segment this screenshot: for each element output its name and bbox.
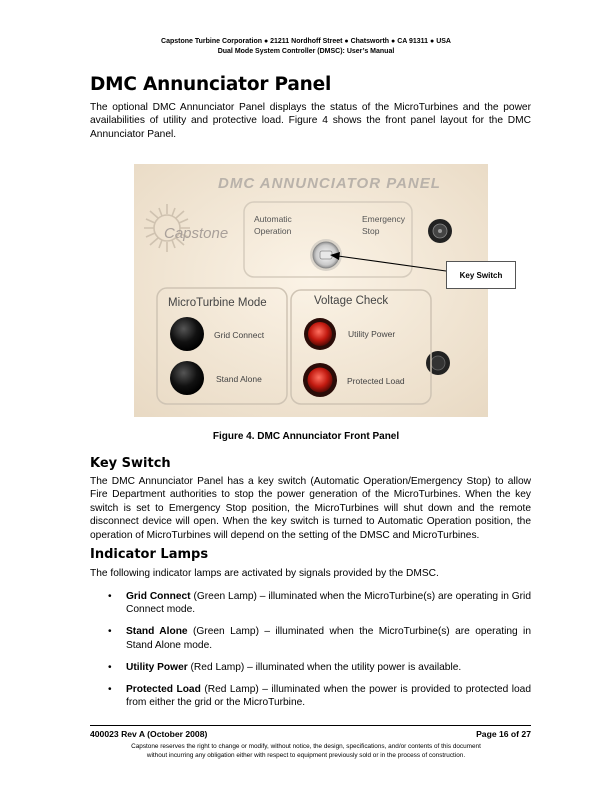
stand-alone-lamp	[170, 361, 204, 395]
panel-title-text: DMC ANNUNCIATOR PANEL	[218, 175, 441, 192]
footer-document-id: 400023 Rev A (October 2008)	[90, 729, 208, 739]
voltage-check-title: Voltage Check	[314, 295, 389, 307]
indicator-lamps-intro: The following indicator lamps are activated by signals provided by the DMSC.	[90, 568, 439, 579]
utility-power-lamp	[308, 322, 332, 346]
lamp-term: Protected Load	[126, 683, 201, 695]
utility-power-label: Utility Power	[348, 329, 396, 339]
grid-connect-label: Grid Connect	[214, 330, 265, 340]
key-switch-heading: Key Switch	[90, 456, 171, 471]
annunciator-panel-photo	[134, 164, 488, 417]
key-label-emergency: Emergency	[362, 214, 405, 224]
bottom-right-screw	[426, 351, 450, 375]
list-item	[108, 661, 531, 674]
key-label-operation: Operation	[254, 226, 292, 236]
lamp-description: (Green Lamp) – illuminated when the MicroTurbine(s) are operating in Stand Alone mode.	[126, 626, 531, 651]
stand-alone-label: Stand Alone	[216, 374, 262, 384]
key-switch-callout: Key Switch	[446, 261, 516, 289]
key-label-automatic: Automatic	[254, 214, 292, 224]
indicator-lamps-heading: Indicator Lamps	[90, 547, 209, 562]
key-switch-paragraph: The DMC Annunciator Panel has a key switch (Automatic Operation/Emergency Stop) to allow Fire Department authorities to stop the power generation of the MicroTurbines. When the key switch is set to Emergency Stop position, the MicroTurbines will shut down and the remote disconnect device will open. When the key switch is turned to Automatic Operation position, the operation of MicroTurbines will depend on the setting of the DMSC and MicroTurbines.	[90, 476, 531, 541]
capstone-logo-text: Capstone	[164, 225, 229, 242]
lamp-description: (Red Lamp) – illuminated when the utility power is available.	[187, 661, 462, 673]
figure-caption: Figure 4. DMC Annunciator Front Panel	[212, 431, 400, 442]
footer-page-number: Page 16 of 27	[476, 729, 531, 739]
protected-load-lamp	[308, 368, 333, 393]
top-right-screw	[428, 219, 452, 243]
list-item	[108, 590, 531, 617]
intro-paragraph: The optional DMC Annunciator Panel displays the status of the MicroTurbines and the power availabilities of utility and protective load. Figure 4 shows the front panel layout for the DMC Annunciator Panel.	[90, 102, 531, 140]
grid-connect-lamp	[170, 317, 204, 351]
lamp-description: (Red Lamp) – illuminated when the power is provided to protected load from either the grid or the MicroTurbine.	[126, 683, 531, 708]
lamp-term: Grid Connect	[126, 591, 191, 602]
list-item	[108, 683, 531, 710]
footer-divider	[90, 725, 531, 726]
indicator-lamps-list	[108, 590, 531, 718]
section-title: DMC Annunciator Panel	[90, 74, 332, 95]
page-header	[0, 37, 612, 57]
lamp-term: Utility Power	[126, 661, 188, 673]
lamp-description: (Green Lamp) – illuminated when the MicroTurbine(s) are operating in Grid Connect mode.	[126, 591, 531, 616]
header-manual-title: Dual Mode System Controller (DMSC): User’s Manual	[217, 48, 395, 55]
list-item	[108, 625, 531, 652]
footer-disclaimer-line2: without incurring any obligation either with respect to equipment previously sold or in the process of construction.	[146, 752, 466, 759]
key-switch-arrow	[330, 245, 450, 285]
key-label-stop: Stop	[362, 226, 380, 236]
footer-disclaimer	[0, 742, 612, 760]
protected-load-label: Protected Load	[347, 376, 405, 386]
header-company-line: Capstone Turbine Corporation ● 21211 Nordhoff Street ● Chatsworth ● CA 91311 ● USA	[161, 38, 451, 45]
footer-disclaimer-line1: Capstone reserves the right to change or modify, without notice, the design, specifications, and/or contents of this document	[131, 743, 481, 750]
lamp-term: Stand Alone	[126, 626, 188, 638]
microturbine-mode-title: MicroTurbine Mode	[168, 297, 267, 309]
